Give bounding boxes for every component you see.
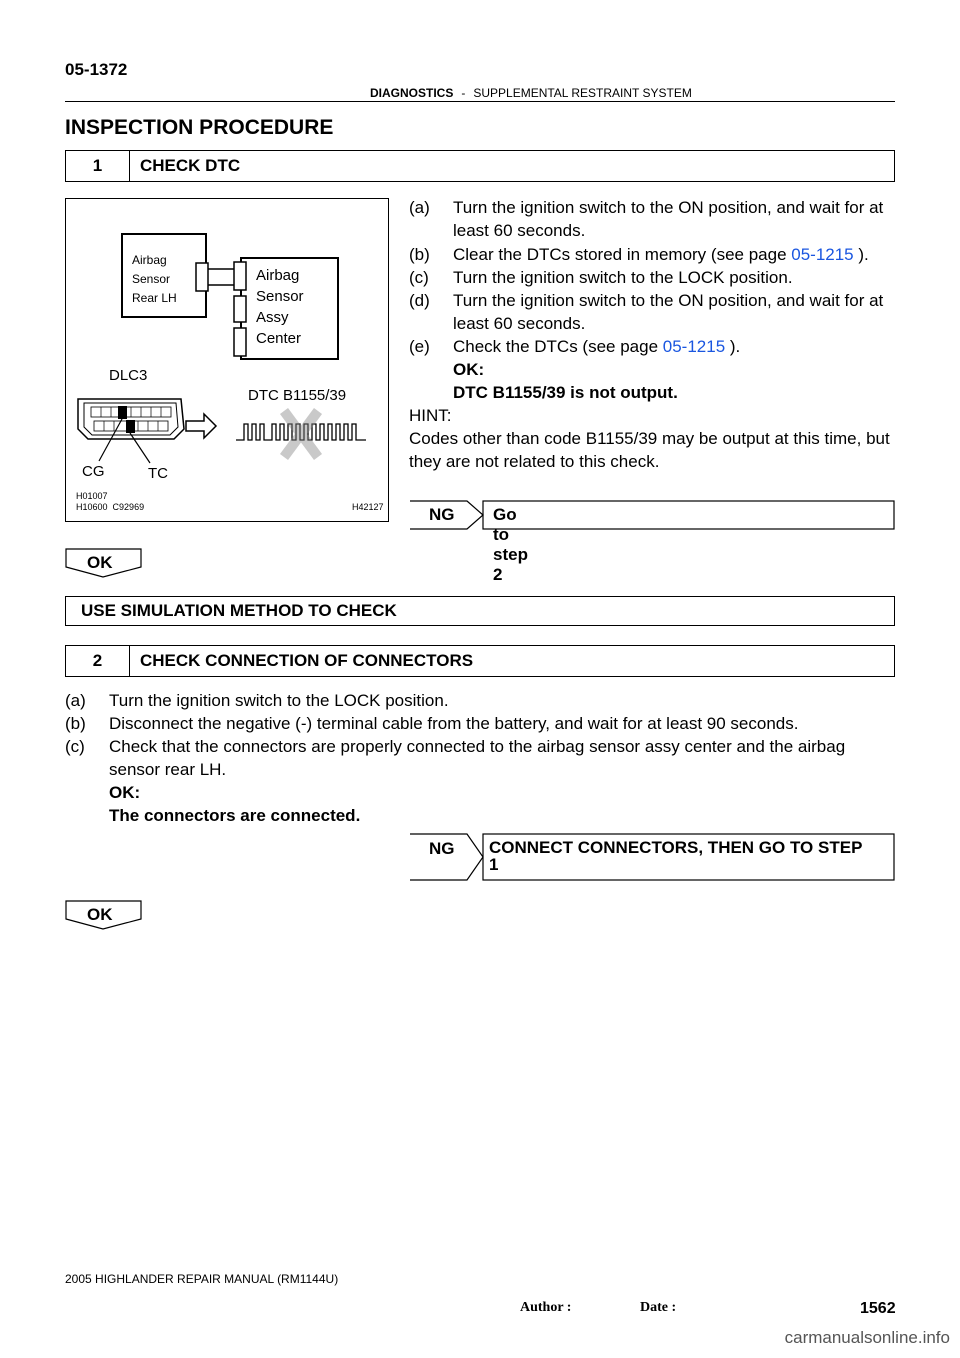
step-2-header <box>65 645 895 677</box>
dlc3-connector <box>78 399 184 463</box>
ok-branch-2[interactable] <box>65 900 143 935</box>
ng-arrow-shape <box>409 500 896 530</box>
ok-label: OK: <box>109 783 141 802</box>
header-rule <box>65 101 895 102</box>
ok-button-label: OK <box>87 905 113 924</box>
step-1-label: CHECK DTC <box>140 156 241 175</box>
page-title: INSPECTION PROCEDURE <box>65 116 334 139</box>
step-1-header <box>65 150 895 182</box>
ok-condition: The connectors are connected. <box>109 806 361 825</box>
ok-branch-1[interactable] <box>65 548 143 583</box>
header-separator: - <box>461 86 466 100</box>
simulation-label: USE SIMULATION METHOD TO CHECK <box>81 601 397 620</box>
page-code: 05-1372 <box>65 60 128 79</box>
ok-button-label: OK <box>87 553 113 572</box>
wiring-diagram <box>66 199 388 521</box>
cross-icon <box>284 411 318 457</box>
author-label: Author : <box>520 1300 572 1315</box>
step-2-label: CHECK CONNECTION OF CONNECTORS <box>140 651 474 670</box>
page-link[interactable]: 05-1215 <box>662 337 726 356</box>
arrow-right-icon <box>186 414 216 438</box>
ok-label: OK: <box>453 360 485 379</box>
dlc3-label: DLC3 <box>109 367 148 384</box>
manual-footer: 2005 HIGHLANDER REPAIR MANUAL (RM1144U) <box>65 1272 339 1286</box>
hint-text: Codes other than code B1155/39 may be output at this time, but they are not related to this check. <box>409 429 890 471</box>
ng-label: NG <box>429 505 455 524</box>
ng-action[interactable]: Go to step 2 <box>493 505 528 584</box>
step-1-number: 1 <box>66 151 130 181</box>
header-subsection: SUPPLEMENTAL RESTRAINT SYSTEM <box>473 86 692 100</box>
page-number: 1562 <box>860 1300 896 1317</box>
rear-sensor-label: Airbag Sensor Rear LH <box>132 253 177 305</box>
cg-label: CG <box>82 463 105 480</box>
dtc-figure <box>65 198 389 522</box>
ng-action[interactable]: CONNECT CONNECTORS, THEN GO TO STEP 1 <box>489 838 863 874</box>
figure-refs: H01007 H10600 C92969 <box>76 491 145 512</box>
hint-label: HINT: <box>409 406 452 425</box>
ng-label: NG <box>429 839 455 858</box>
watermark[interactable]: carmanualsonline.info <box>784 1328 950 1347</box>
header-section: DIAGNOSTICS <box>370 86 454 100</box>
running-header <box>370 86 692 100</box>
ok-condition: DTC B1155/39 is not output. <box>453 383 678 402</box>
date-label: Date : <box>640 1300 677 1315</box>
simulation-box <box>65 596 895 626</box>
step-2-number: 2 <box>66 646 130 676</box>
figure-id: H42127 <box>352 502 384 512</box>
dtc-label: DTC B1155/39 <box>248 387 347 404</box>
page-link[interactable]: 05-1215 <box>791 245 854 264</box>
tc-label: TC <box>148 465 168 482</box>
center-sensor-label: Airbag Sensor Assy Center <box>256 267 304 347</box>
